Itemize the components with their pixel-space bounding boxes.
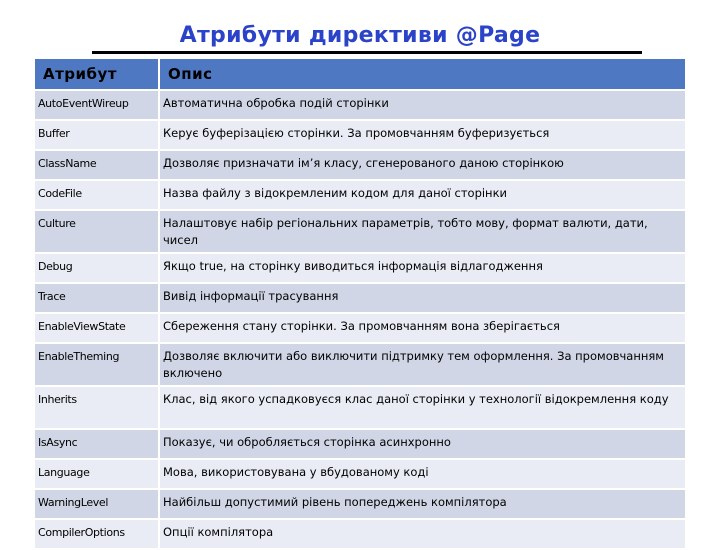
attribute-description: Вивід інформації трасування	[159, 283, 685, 313]
slide-title: Атрибути директиви @Page	[179, 23, 541, 48]
table-row	[35, 489, 685, 519]
attribute-name: EnableViewState	[35, 313, 159, 343]
attribute-name: Culture	[35, 210, 159, 253]
attribute-description: Налаштовує набір регіональних параметрів, тобто мову, формат валюти, дати, чисел	[159, 210, 685, 253]
attribute-description: Дозволяє включити або виключити підтримку тем оформлення. За промовчанням включено	[159, 343, 685, 386]
attribute-name: ClassName	[35, 150, 159, 180]
attribute-name: Debug	[35, 253, 159, 283]
table-row	[35, 519, 685, 549]
table-row	[35, 150, 685, 180]
table-header-row	[35, 59, 685, 90]
attribute-description: Керує буферізацією сторінки. За промовчанням буферизується	[159, 120, 685, 150]
attribute-name: IsAsync	[35, 429, 159, 459]
attribute-description: Сбереження стану сторінки. За промовчанням вона зберігається	[159, 313, 685, 343]
column-header-attribute: Атрибут	[35, 59, 159, 90]
title-underline	[92, 51, 642, 54]
attribute-name: EnableTheming	[35, 343, 159, 386]
table-row	[35, 459, 685, 489]
table-row	[35, 210, 685, 253]
table-row	[35, 343, 685, 386]
attribute-description: Автоматична обробка подій сторінки	[159, 90, 685, 120]
attribute-name: CompilerOptions	[35, 519, 159, 549]
table-row	[35, 90, 685, 120]
attributes-table	[35, 59, 685, 550]
attribute-description: Дозволяє призначати ім’я класу, сгенерованого даною сторінкою	[159, 150, 685, 180]
attribute-description: Опції компілятора	[159, 519, 685, 549]
attribute-name: Inherits	[35, 386, 159, 429]
attribute-description: Мова, використовувана у вбудованому коді	[159, 459, 685, 489]
attribute-name: AutoEventWireup	[35, 90, 159, 120]
attribute-name: Buffer	[35, 120, 159, 150]
column-header-description: Опис	[159, 59, 685, 90]
attribute-description: Клас, від якого успадковуєся клас даної сторінки у технології відокремлення коду	[159, 386, 685, 429]
attribute-description: Показує, чи обробляється сторінка асинхронно	[159, 429, 685, 459]
table-row	[35, 313, 685, 343]
table-row	[35, 283, 685, 313]
table-row	[35, 253, 685, 283]
attribute-name: CodeFile	[35, 180, 159, 210]
table-row	[35, 180, 685, 210]
attribute-name: Language	[35, 459, 159, 489]
attribute-description: Якщо true, на сторінку виводиться інформація відлагодження	[159, 253, 685, 283]
table-row	[35, 386, 685, 429]
attribute-description: Найбільш допустимий рівень попереджень компілятора	[159, 489, 685, 519]
attribute-name: Trace	[35, 283, 159, 313]
attribute-description: Назва файлу з відокремленим кодом для даної сторінки	[159, 180, 685, 210]
table-row	[35, 429, 685, 459]
table-row	[35, 120, 685, 150]
attribute-name: WarningLevel	[35, 489, 159, 519]
